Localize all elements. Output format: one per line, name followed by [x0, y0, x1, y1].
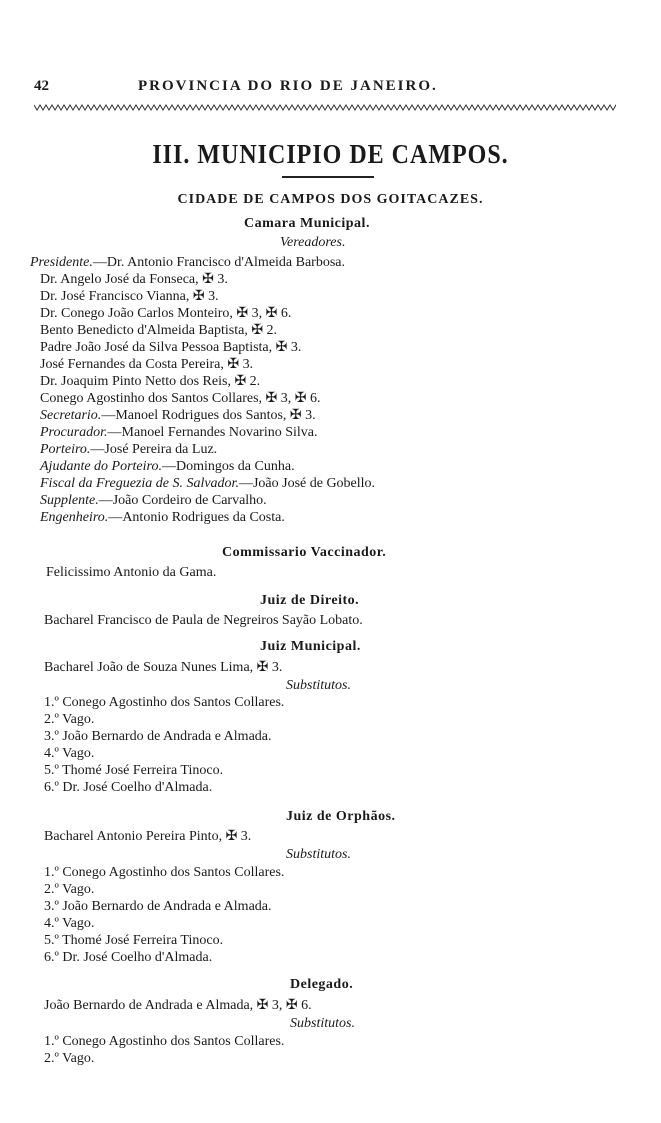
juiz-municipal-heading: Juiz Municipal. — [260, 639, 361, 654]
vereador-line: Bento Benedicto d'Almeida Baptista, ✠ 2. — [40, 323, 278, 338]
official-label: Secretario. — [40, 408, 102, 423]
vereador-line: José Fernandes da Costa Pereira, ✠ 3. — [40, 357, 254, 372]
page-header — [34, 78, 614, 100]
presidente-label: Presidente. — [30, 255, 93, 270]
running-title: PROVINCIA DO RIO DE JANEIRO. — [138, 78, 438, 94]
official-name: —Manoel Fernandes Novarino Silva. — [107, 425, 318, 440]
substituto-line: 6.º Dr. José Coelho d'Almada. — [44, 780, 213, 795]
substituto-line: 1.º Conego Agostinho dos Santos Collares. — [44, 1034, 285, 1049]
delegado-name: João Bernardo de Andrada e Almada, ✠ 3, ✠ 6. — [44, 998, 312, 1013]
official-line — [40, 424, 318, 441]
official-label: Ajudante do Porteiro. — [40, 459, 162, 474]
official-name: —Antonio Rodrigues da Costa. — [108, 510, 285, 525]
substituto-line: 6.º Dr. José Coelho d'Almada. — [44, 950, 213, 965]
official-label: Engenheiro. — [40, 510, 109, 525]
presidente-name: —Dr. Antonio Francisco d'Almeida Barbosa. — [92, 255, 346, 270]
vereadores-subheading: Vereadores. — [280, 235, 346, 250]
substituto-line: 1.º Conego Agostinho dos Santos Collares. — [44, 695, 285, 710]
vaccinador-name: Felicissimo Antonio da Gama. — [46, 565, 217, 580]
substituto-line: 4.º Vago. — [44, 746, 95, 761]
decorative-ornament-rule — [34, 102, 616, 112]
presidente-line — [30, 254, 345, 271]
official-name: —João Cordeiro de Carvalho. — [98, 493, 267, 508]
chapter-title: III. MUNICIPIO DE CAMPOS. — [152, 140, 509, 170]
official-label: Procurador. — [40, 425, 108, 440]
substituto-line: 2.º Vago. — [44, 1051, 95, 1066]
vereador-line: Dr. Joaquim Pinto Netto dos Reis, ✠ 2. — [40, 374, 261, 389]
official-line — [40, 458, 295, 475]
title-underline — [282, 176, 374, 178]
substituto-line: 2.º Vago. — [44, 882, 95, 897]
official-label: Supplente. — [40, 493, 99, 508]
official-line — [40, 492, 267, 509]
official-name: —Domingos da Cunha. — [161, 459, 295, 474]
official-name: —Manoel Rodrigues dos Santos, ✠ 3. — [101, 408, 316, 423]
juiz-direito-name: Bacharel Francisco de Paula de Negreiros Sayão Lobato. — [44, 613, 363, 628]
substitutos-label: Substitutos. — [286, 678, 351, 693]
vereador-line: Conego Agostinho dos Santos Collares, ✠ 3, ✠ 6. — [40, 391, 321, 406]
juiz-orphaos-name: Bacharel Antonio Pereira Pinto, ✠ 3. — [44, 829, 252, 844]
official-line — [40, 475, 375, 492]
substituto-line: 1.º Conego Agostinho dos Santos Collares. — [44, 865, 285, 880]
page-number: 42 — [34, 78, 49, 94]
substituto-line: 4.º Vago. — [44, 916, 95, 931]
vaccinador-heading: Commissario Vaccinador. — [222, 545, 387, 560]
juiz-municipal-name: Bacharel João de Souza Nunes Lima, ✠ 3. — [44, 660, 283, 675]
substitutos-label: Substitutos. — [286, 847, 351, 862]
official-line — [40, 509, 285, 526]
section-title: CIDADE DE CAMPOS DOS GOITACAZES. — [177, 192, 484, 207]
official-name: —José Pereira da Luz. — [90, 442, 218, 457]
substituto-line: 2.º Vago. — [44, 712, 95, 727]
vereador-line: Dr. Conego João Carlos Monteiro, ✠ 3, ✠ 6. — [40, 306, 292, 321]
substituto-line: 3.º João Bernardo de Andrada e Almada. — [44, 899, 272, 914]
juiz-direito-heading: Juiz de Direito. — [260, 593, 360, 608]
substituto-line: 5.º Thomé José Ferreira Tinoco. — [44, 933, 224, 948]
camara-heading: Camara Municipal. — [244, 216, 370, 231]
official-line — [40, 441, 217, 458]
official-name: —João José de Gobello. — [238, 476, 376, 491]
substituto-line: 5.º Thomé José Ferreira Tinoco. — [44, 763, 224, 778]
juiz-orphaos-heading: Juiz de Orphãos. — [286, 809, 396, 824]
official-label: Porteiro. — [40, 442, 91, 457]
substitutos-label: Substitutos. — [290, 1016, 355, 1031]
vereador-line: Dr. Angelo José da Fonseca, ✠ 3. — [40, 272, 228, 287]
official-label: Fiscal da Freguezia de S. Salvador. — [40, 476, 239, 491]
substituto-line: 3.º João Bernardo de Andrada e Almada. — [44, 729, 272, 744]
vereador-line: Dr. José Francisco Vianna, ✠ 3. — [40, 289, 219, 304]
delegado-heading: Delegado. — [290, 977, 354, 992]
vereador-line: Padre João José da Silva Pessoa Baptista, ✠ 3. — [40, 340, 302, 355]
official-line — [40, 407, 316, 424]
